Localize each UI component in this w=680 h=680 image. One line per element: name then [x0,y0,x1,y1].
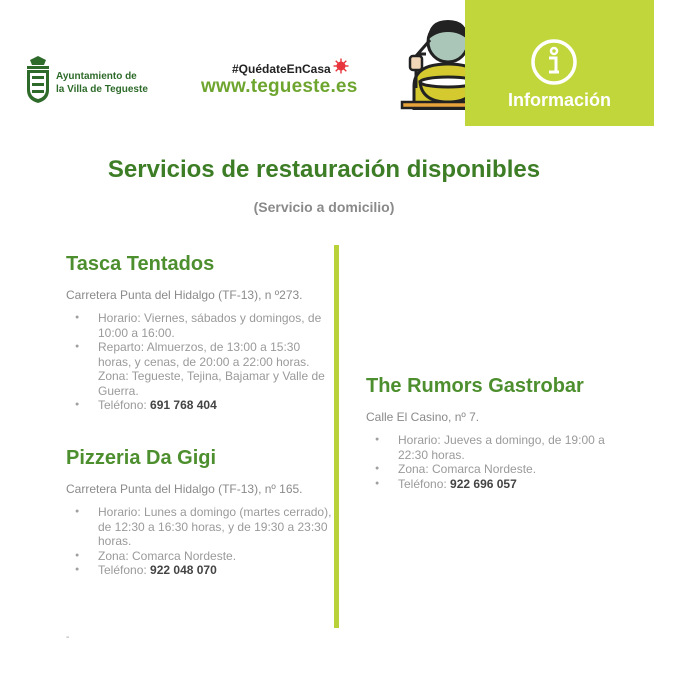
phone-label: Teléfono: [98,398,151,412]
list-item [366,462,632,477]
list-item [66,340,332,398]
list-item [66,505,332,549]
hashtag: #QuédateEnCasa [232,62,331,76]
page-subtitle: (Servicio a domicilio) [253,199,395,215]
ayuntamiento-name [56,70,148,96]
reparto-text: Reparto: Almuerzos, de 13:00 a 15:30 horas, y cenas, de 20:00 a 22:00 horas. Zona: Tegueste, Tejina, Bajamar y Valle de Guerra. [98,340,325,398]
list-item [366,433,632,462]
restaurant-address: Carretera Punta del Hidalgo (TF-13), n º273. [66,288,303,302]
restaurant-name: The Rumors Gastrobar [366,375,584,397]
info-icon [530,38,578,86]
list-item [66,563,332,578]
restaurant-name: Tasca Tentados [66,253,215,275]
horario-text: Horario: Jueves a domingo, de 19:00 a 22:30 horas. [398,433,605,462]
restaurant-details [366,433,632,491]
phone-number[interactable]: 922 696 057 [450,476,517,491]
restaurant-card [66,447,332,578]
restaurant-details [66,311,332,413]
restaurant-address: Carretera Punta del Hidalgo (TF-13), nº 165. [66,482,303,496]
list-item [66,549,332,564]
ayuntamiento-line-1: Ayuntamiento de [56,71,137,82]
horario-text: Horario: Viernes, sábados y domingos, de 10:00 a 16:00. [98,311,322,340]
horario-text: Horario: Lunes a domingo (martes cerrado), de 12:30 a 16:30 horas, y de 19:30 a 23:30 horas. [98,505,332,548]
restaurant-address: Calle El Casino, nº 7. [366,410,480,424]
coat-of-arms-icon [24,56,52,104]
list-item [66,398,332,413]
list-item [366,477,632,492]
virus-icon [333,58,349,74]
info-label: Información [507,90,611,110]
page-title: Servicios de restauración disponibles [107,156,541,183]
restaurant-card [66,253,332,413]
restaurant-card [366,375,632,491]
restaurant-details [66,505,332,578]
phone-label: Teléfono: [398,476,451,491]
ayuntamiento-line-2: la Villa de Tegueste [56,84,148,95]
restaurant-name: Pizzeria Da Gigi [66,447,217,469]
phone-number[interactable]: 691 768 404 [150,398,217,412]
zona-text: Zona: Comarca Nordeste. [98,548,237,563]
phone-label: Teléfono: [98,563,151,577]
column-divider [334,245,339,628]
zona-text: Zona: Comarca Nordeste. [398,462,537,476]
list-item [66,311,332,340]
website-link[interactable]: www.tegueste.es [201,76,358,97]
footer-mark: - [66,632,70,643]
phone-number[interactable]: 922 048 070 [150,563,217,577]
